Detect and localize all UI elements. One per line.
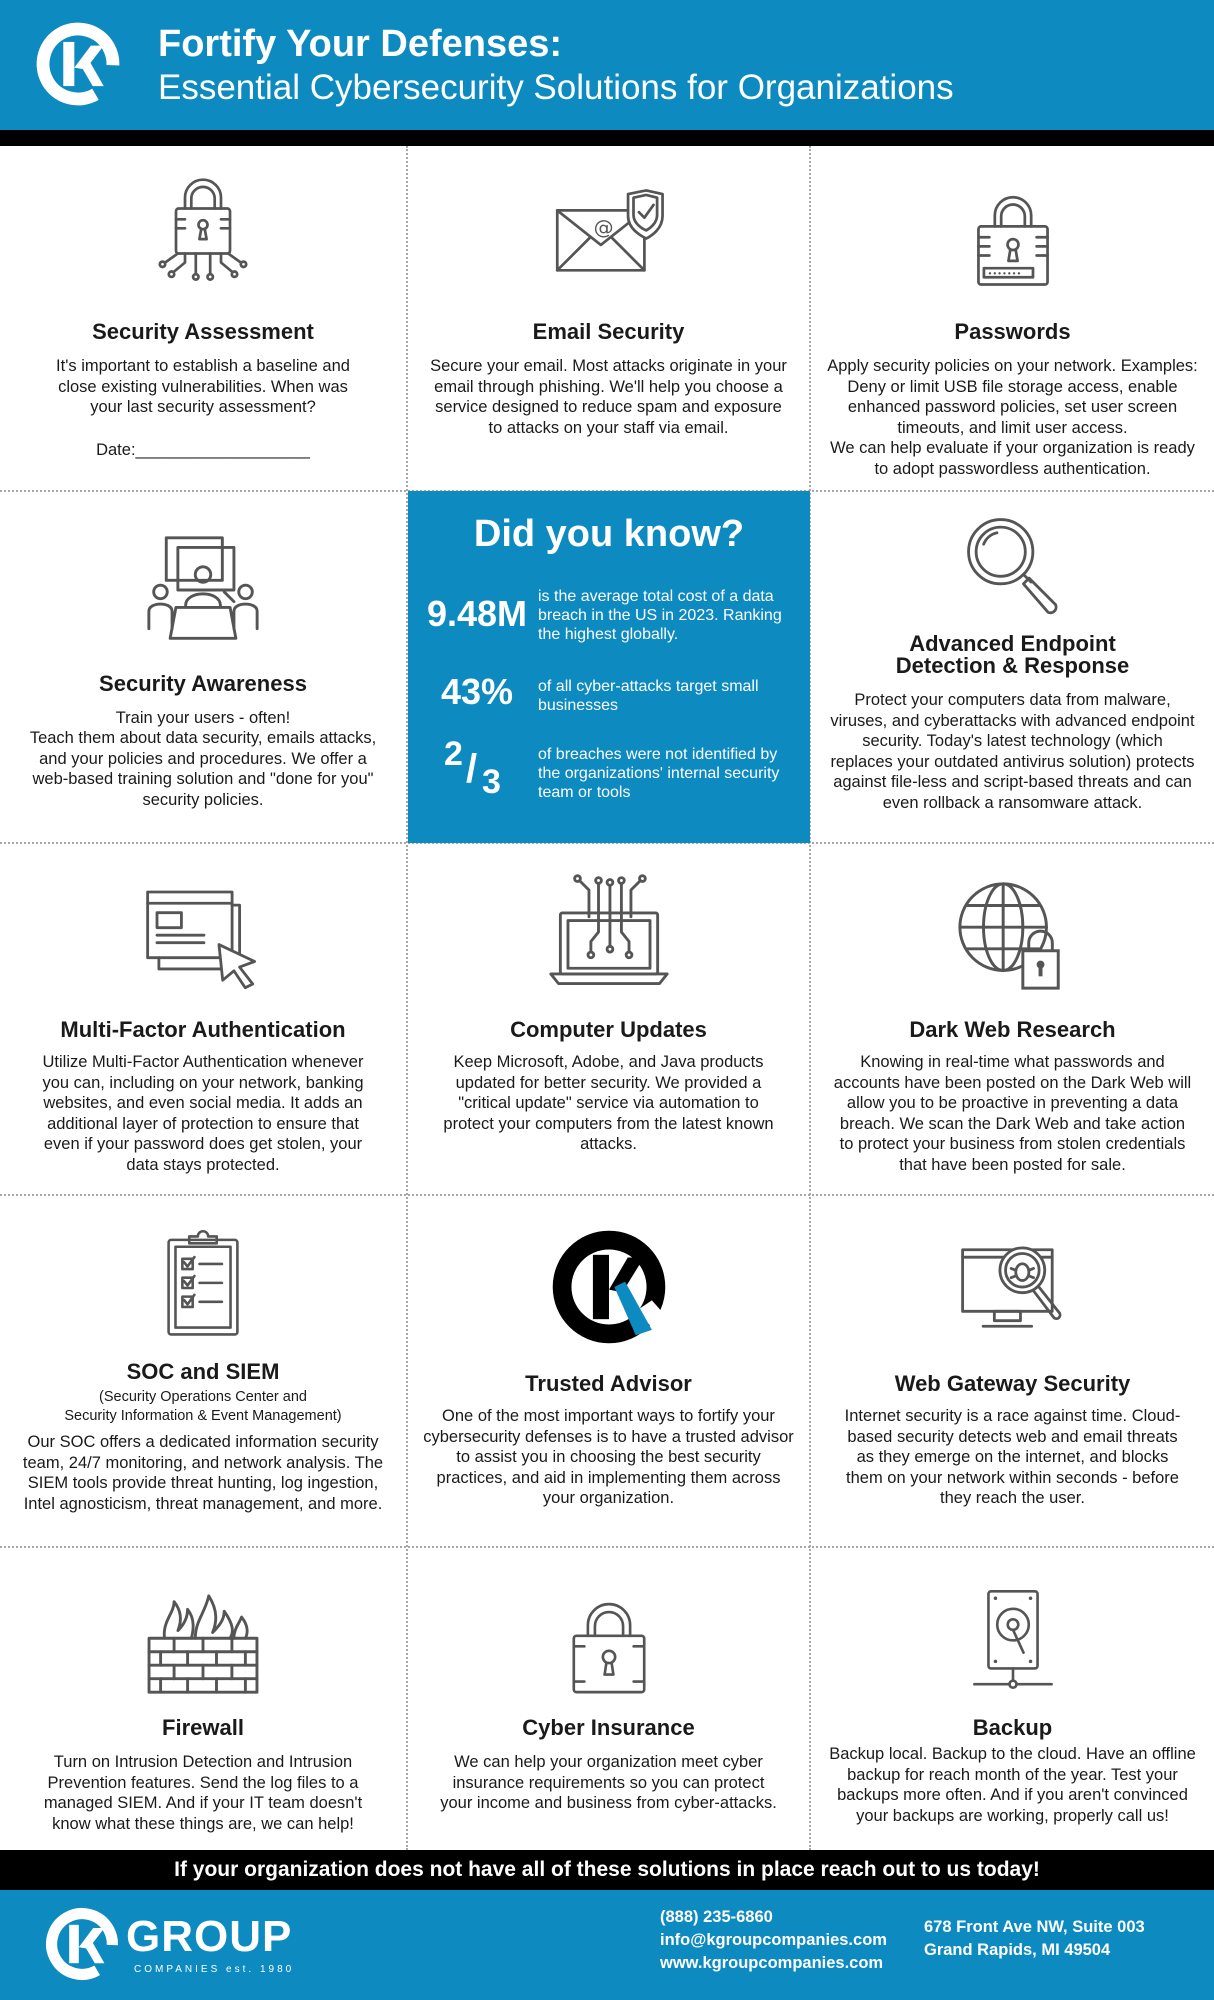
stat-value-fraction: 2 / 3 [444,735,501,801]
endpoint-body: Protect your computers data from malware, viruses, and cyberattacks with advanced endpoint security. Today's latest technology (which replaces your outdated antivirus solution) protects against file-less and script-based threats and can even rollback a ransomware attack. [830,691,1195,812]
header [0,0,1214,130]
dark-web-title: Dark Web Research [909,1017,1116,1042]
did-you-know-title: Did you know? [473,513,745,555]
globe-lock-icon [954,878,1072,996]
svg-text:•••••••: ••••••• [987,268,1021,279]
soc-siem-subtitle-1: (Security Operations Center and [99,1389,307,1405]
security-awareness-body: Teach them about data security, emails attacks, and your policies and procedures. We offer a web-based training solution and "done for you" security policies. [29,729,377,809]
did-you-know-panel [408,491,810,843]
trusted-advisor-card [408,1196,809,1546]
endpoint-title-line2: Detection & Response [895,653,1130,678]
brick-wall-fire-icon [145,1592,261,1698]
training-presentation-icon [145,532,261,648]
email-link[interactable]: info@kgroupcompanies.com [660,1931,887,1949]
passwords-card [811,146,1214,490]
email-security-title: Email Security [532,319,685,344]
mfa-body: Utilize Multi-Factor Authentication whenever you can, including on your network, banking websites, and even social media. It adds an additional layer of protection to ensure that even if your password does get stolen, your data stays protected. [42,1053,364,1174]
backup-body: Backup local. Backup to the cloud. Have an offline backup for reach month of the year. Test your backups more often. And if you aren't convinced your backups are working, properly call us! [829,1745,1196,1825]
stat-value-breach-cost: 9.48M [426,593,528,634]
padlock-password-icon [967,190,1059,290]
stat-text-small-business: of all cyber-attacks target small businesses [538,678,759,714]
address-block [924,1916,1145,1962]
phone-link[interactable]: (888) 235-6860 [660,1908,773,1926]
security-awareness-title: Security Awareness [99,671,307,696]
cyber-insurance-body: We can help your organization meet cyber insurance requirements so you can protect your income and business from cyber-attacks. [440,1753,777,1812]
clipboard-checklist-icon [160,1224,246,1340]
security-awareness-card [0,492,406,842]
laptop-circuit-icon [547,872,671,992]
assessment-date-field[interactable]: Date:___________________ [96,441,310,459]
mfa-title: Multi-Factor Authentication [60,1017,346,1042]
backup-title: Backup [972,1715,1053,1740]
fraction-numerator: 2 [444,735,463,773]
soc-siem-subtitle-2: Security Information & Event Management) [64,1408,342,1424]
stat-value-small-business: 43% [440,671,514,712]
computer-updates-body: Keep Microsoft, Adobe, and Java products updated for better security. We provided a "critical update" service via automation to protect your computers from the latest known attacks. [443,1053,774,1153]
cyber-insurance-title: Cyber Insurance [522,1715,695,1740]
soc-siem-title: SOC and SIEM [126,1359,280,1384]
email-security-card [408,146,809,490]
k-group-logo-icon [32,18,124,110]
contact-block [660,1906,887,1975]
computer-updates-card [408,844,809,1194]
trusted-advisor-body: One of the most important ways to fortify your cybersecurity defenses is to have a trusted advisor to assist you in choosing the best security practices, and aid in implementing them across your organization. [423,1407,794,1507]
page-title: Fortify Your Defenses: [158,23,563,65]
endpoint-title-line1: Advanced Endpoint [909,631,1116,656]
dark-web-card [811,844,1214,1194]
soc-siem-card [0,1196,406,1546]
header-divider [0,130,1214,146]
email-shield-icon [550,188,668,280]
dark-web-body: Knowing in real-time what passwords and accounts have been posted on the Dark Web will allow you to be proactive in preventing a data breach. We scan the Dark Web and take action to protect your business from stolen credentials that have been posted for sale. [833,1053,1192,1174]
call-to-action-banner: If your organization does not have all of these solutions in place reach out to us today! [0,1850,1214,1890]
page-subtitle: Essential Cybersecurity Solutions for Organizations [158,68,954,107]
security-assessment-card [0,146,406,490]
fraction-denominator: 3 [482,763,501,801]
brand-name: GROUP [126,1912,293,1961]
endpoint-card [811,492,1214,842]
trusted-advisor-title: Trusted Advisor [525,1371,692,1396]
solutions-grid [0,146,1214,1850]
passwords-title: Passwords [954,319,1071,344]
k-group-logo-icon [542,1220,676,1354]
brand-subtitle: COMPANIES est. 1980 [134,1964,295,1975]
mfa-card [0,844,406,1194]
security-assessment-body: It's important to establish a baseline and close existing vulnerabilities. When was your last security assessment? [56,357,350,416]
padlock-icon [565,1600,653,1698]
passwords-body: Apply security policies on your network. Examples: Deny or limit USB file storage access, enable enhanced password policies, set user screen timeouts, and limit user access. [827,357,1198,437]
firewall-title: Firewall [162,1715,244,1740]
security-awareness-line1: Train your users - often! [115,709,291,727]
magnifier-icon [961,512,1065,616]
stat-text-breach-cost: is the average total cost of a data breach in the US in 2023. Ranking the highest globally. [538,588,782,643]
firewall-body: Turn on Intrusion Detection and Intrusion Prevention features. Send the log files to a managed SIEM. And if your IT team doesn't know what these things are, we can help! [43,1753,363,1833]
web-gateway-body: Internet security is a race against time. Cloud-based security detects web and email threats as they emerge on the internet, and blocks them on your network within seconds - before they reach the user. [844,1407,1181,1507]
footer [0,1890,1214,2000]
security-assessment-title: Security Assessment [92,319,314,344]
website-link[interactable]: www.kgroupcompanies.com [660,1954,884,1972]
monitor-bug-icon [957,1236,1069,1340]
computer-updates-title: Computer Updates [510,1017,707,1042]
soc-siem-body: Our SOC offers a dedicated information security team, 24/7 monitoring, and network analysis. The SIEM tools provide threat hunting, log ingestion, Intel agnosticism, threat management, and more. [22,1433,384,1513]
k-group-logo-icon [42,1904,122,1984]
stat-text-undetected-breaches: of breaches were not identified by the organizations' internal security team or tools [538,746,780,801]
hard-drive-icon [969,1586,1057,1700]
web-gateway-title: Web Gateway Security [894,1371,1131,1396]
svg-text:@: @ [593,215,614,239]
email-security-body: Secure your email. Most attacks originate in your email through phishing. We'll help you choose a service designed to reduce spam and exposure to attacks on your staff via email. [430,357,787,437]
lock-circuit-icon [158,172,248,290]
address-line-1: 678 Front Ave NW, Suite 003 [924,1918,1145,1936]
passwords-body-2: We can help evaluate if your organization is ready to adopt passwordless authentication. [830,439,1195,478]
address-line-2: Grand Rapids, MI 49504 [924,1941,1111,1959]
web-gateway-card [811,1196,1214,1546]
windows-cursor-icon [142,886,264,990]
